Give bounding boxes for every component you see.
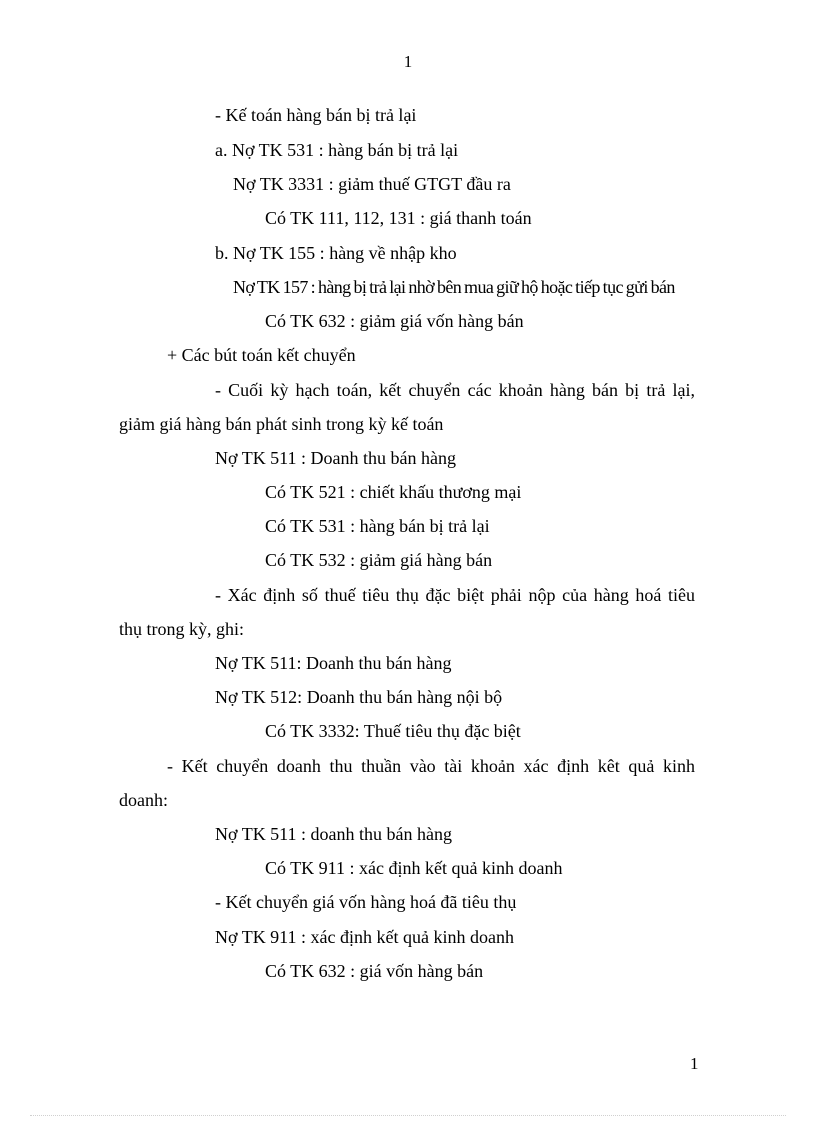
text-line: Có TK 911 : xác định kết quả kinh doanh xyxy=(265,858,563,878)
text-line: Nợ TK 511 : doanh thu bán hàng xyxy=(215,824,452,844)
text-line: Nợ TK 512: Doanh thu bán hàng nội bộ xyxy=(215,687,503,707)
text-line: - Kết chuyển giá vốn hàng hoá đã tiêu thụ xyxy=(215,892,517,912)
text-line: Có TK 521 : chiết khấu thương mại xyxy=(265,482,522,502)
text-line: Nợ TK 511: Doanh thu bán hàng xyxy=(215,653,452,673)
text-line: Nợ TK 911 : xác định kết quả kinh doanh xyxy=(215,927,514,947)
text-line: a. Nợ TK 531 : hàng bán bị trả lại xyxy=(215,140,459,160)
text-line: giảm giá hàng bán phát sinh trong kỳ kế toán xyxy=(119,414,444,434)
footer-divider xyxy=(30,1115,786,1116)
text-line: Có TK 632 : giảm giá vốn hàng bán xyxy=(265,311,524,331)
paragraph-first-line: - Kết chuyển doanh thu thuần vào tài khoản xác định kêt quả kinh xyxy=(167,756,695,776)
text-line: Có TK 632 : giá vốn hàng bán xyxy=(265,961,484,981)
text-line: + Các bút toán kết chuyển xyxy=(167,345,356,365)
footer-page-number: 1 xyxy=(690,1054,699,1073)
text-line: Nợ TK 3331 : giảm thuế GTGT đầu ra xyxy=(233,174,511,194)
text-line: Có TK 111, 112, 131 : giá thanh toán xyxy=(265,208,532,228)
text-line: Có TK 531 : hàng bán bị trả lại xyxy=(265,516,490,536)
text-line: Nợ TK 157 : hàng bị trả lại nhờ bên mua giữ hộ hoặc tiếp tục gửi bán xyxy=(233,277,675,297)
header-page-number: 1 xyxy=(403,52,413,71)
text-line: b. Nợ TK 155 : hàng về nhập kho xyxy=(215,243,457,263)
text-line: Có TK 532 : giảm giá hàng bán xyxy=(265,550,493,570)
text-line: doanh: xyxy=(119,790,168,810)
paragraph-first-line: - Xác định số thuế tiêu thụ đặc biệt phải nộp của hàng hoá tiêu xyxy=(215,585,695,605)
text-line: Có TK 3332: Thuế tiêu thụ đặc biệt xyxy=(265,721,521,741)
paragraph-first-line: - Cuối kỳ hạch toán, kết chuyển các khoản hàng bán bị trả lại, xyxy=(215,380,695,400)
text-line: thụ trong kỳ, ghi: xyxy=(119,619,244,639)
text-line: Nợ TK 511 : Doanh thu bán hàng xyxy=(215,448,456,468)
text-line: - Kế toán hàng bán bị trả lại xyxy=(215,105,417,125)
